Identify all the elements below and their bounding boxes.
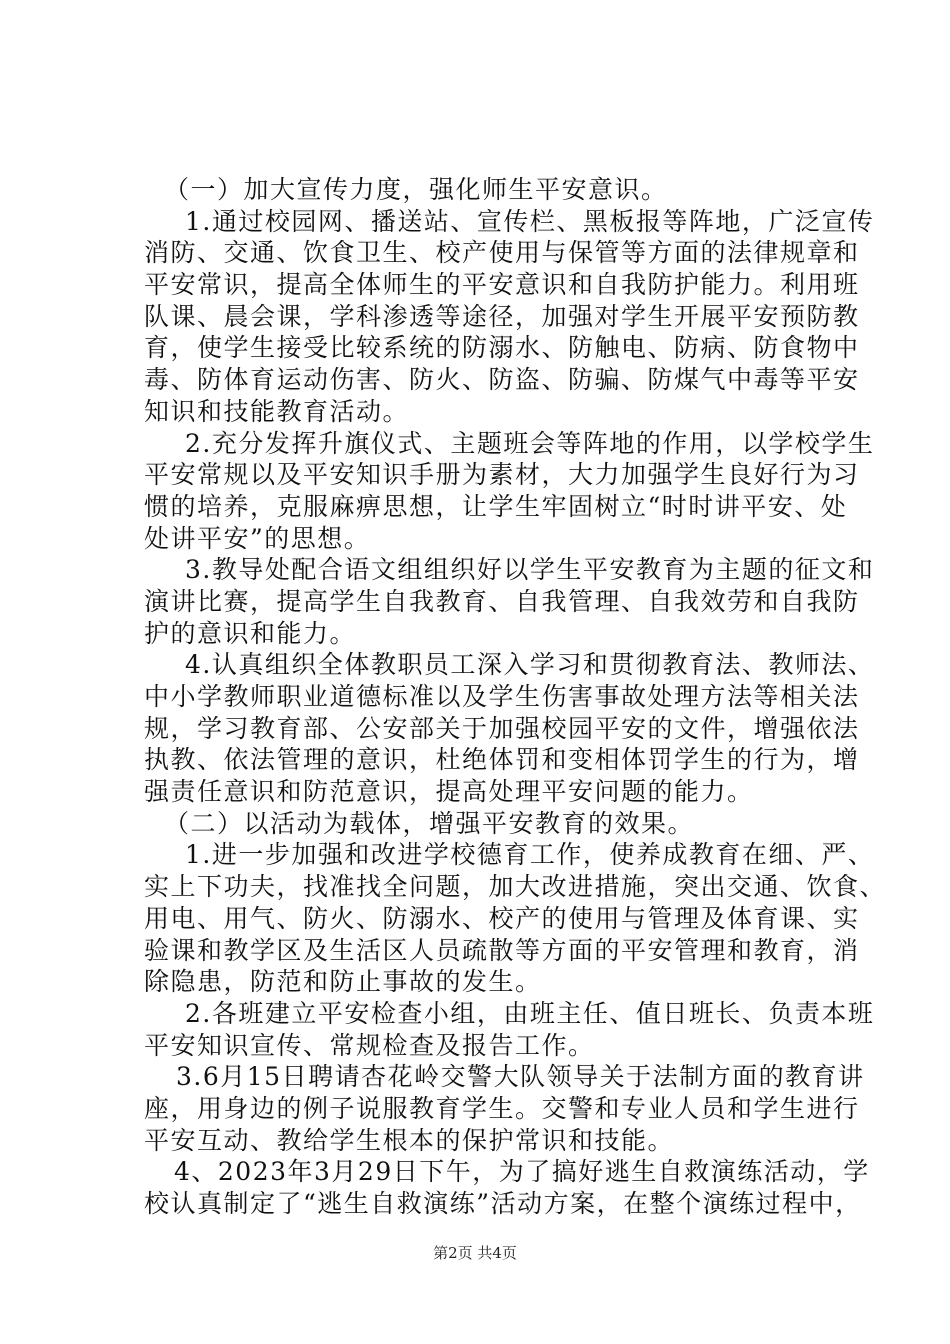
paragraph-line: 处讲平安”的思想。	[144, 524, 371, 553]
section-heading-1: （一）加大宣传力度，强化师生平安意识。	[164, 175, 668, 204]
paragraph-line: 护的意识和能力。	[144, 619, 357, 648]
paragraph-line: 平安常规以及平安知识手册为素材，大力加强学生良好行为习	[144, 460, 860, 489]
paragraph-line: 用电、用气、防火、防溺水、校产的使用与管理及体育课、实	[144, 904, 860, 933]
paragraph-line: 平安常识，提高全体师生的平安意识和自我防护能力。利用班	[144, 270, 860, 299]
paragraph-line: 验课和教学区及生活区人员疏散等方面的平安管理和教育，消	[144, 936, 860, 965]
paragraph-line: 1.进一步加强和改进学校德育工作，使养成教育在细、严、	[185, 840, 875, 869]
paragraph-line: 2.充分发挥升旗仪式、主题班会等阵地的作用，以学校学生	[185, 429, 875, 458]
paragraph-line: 执教、依法管理的意识，杜绝体罚和变相体罚学生的行为，增	[144, 745, 860, 774]
paragraph-line: 平安知识宣传、常规检查及报告工作。	[144, 1031, 595, 1060]
paragraph-line: 3.教导处配合语文组组织好以学生平安教育为主题的征文和	[185, 555, 875, 584]
paragraph-line: 消防、交通、饮食卫生、校产使用与保管等方面的法律规章和	[144, 238, 860, 267]
paragraph-line: 队课、晨会课，学科渗透等途径，加强对学生开展平安预防教	[144, 302, 860, 331]
paragraph-line: 2.各班建立平安检查小组，由班主任、值日班长、负责本班	[185, 999, 875, 1028]
paragraph-line: 1.通过校园网、播送站、宣传栏、黑板报等阵地，广泛宣传	[185, 207, 875, 236]
paragraph-line: 4.认真组织全体教职员工深入学习和贯彻教育法、教师法、	[185, 650, 875, 679]
paragraph-line: 3.6月15日聘请杏花岭交警大队领导关于法制方面的教育讲	[176, 1062, 865, 1091]
paragraph-line: 强责任意识和防范意识，提高处理平安问题的能力。	[144, 777, 754, 806]
paragraph-line: 座，用身边的例子说服教育学生。交警和专业人员和学生进行	[144, 1094, 860, 1123]
paragraph-line: 实上下功夫，找准找全问题，加大改进措施，突出交通、饮食、	[144, 872, 887, 901]
section-heading-2: （二）以活动为载体，增强平安教育的效果。	[164, 809, 695, 838]
paragraph-line: 规，学习教育部、公安部关于加强校园平安的文件，增强依法	[144, 714, 860, 743]
paragraph-line: 毒、防体育运动伤害、防火、防盗、防骗、防煤气中毒等平安	[144, 365, 860, 394]
paragraph-line: 校认真制定了“逃生自救演练”活动方案，在整个演练过程中，	[144, 1189, 862, 1218]
paragraph-line: 知识和技能教育活动。	[144, 397, 410, 426]
paragraph-line: 育，使学生接受比较系统的防溺水、防触电、防病、防食物中	[144, 333, 860, 362]
paragraph-line: 惯的培养，克服麻痹思想，让学生牢固树立“时时讲平安、处	[144, 492, 848, 521]
paragraph-line: 中小学教师职业道德标准以及学生伤害事故处理方法等相关法	[144, 682, 860, 711]
paragraph-line: 4、2023年3月29日下午，为了搞好逃生自救演练活动，学	[174, 1157, 870, 1186]
paragraph-line: 平安互动、教给学生根本的保护常识和技能。	[144, 1126, 675, 1155]
page-number-footer: 第2页 共4页	[433, 1244, 517, 1262]
paragraph-line: 除隐患，防范和防止事故的发生。	[144, 967, 542, 996]
paragraph-line: 演讲比赛，提高学生自我教育、自我管理、自我效劳和自我防	[144, 587, 860, 616]
